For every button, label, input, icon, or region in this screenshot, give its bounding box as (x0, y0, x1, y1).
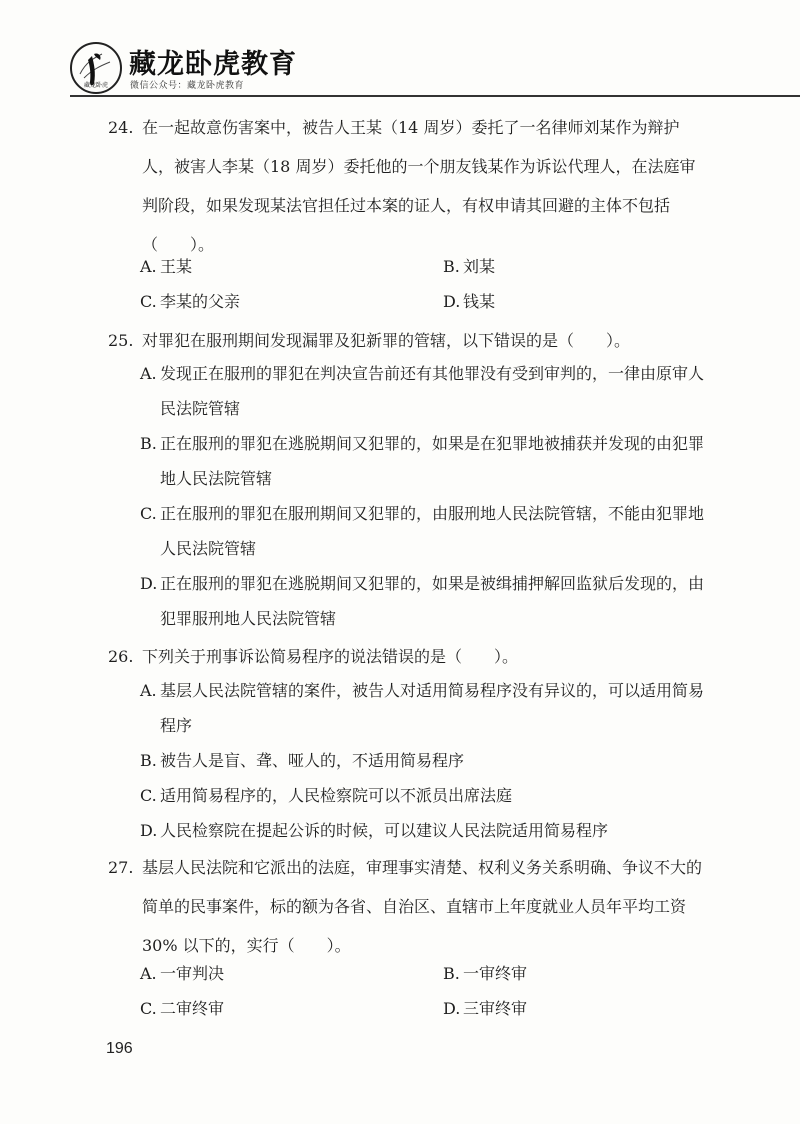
option-26-d[interactable] (140, 813, 705, 848)
option-letter: B. (140, 434, 157, 453)
option-text: 一审判决 (160, 964, 225, 983)
question-stem: 基层人民法院和它派出的法庭，审理事实清楚、权利义务关系明确、争议不大的简单的民事案件，标的额为各省、自治区、直辖市上年度就业人员年平均工资 30% 以下的，实行（ ）。 (142, 858, 703, 955)
option-24-b[interactable] (443, 249, 495, 284)
option-text: 正在服刑的罪犯在逃脱期间又犯罪的，如果是在犯罪地被捕获并发现的由犯罪地人民法院管辖 (160, 434, 705, 488)
option-25-a[interactable] (140, 356, 705, 426)
option-27-d[interactable] (443, 991, 527, 1026)
option-24-a[interactable] (140, 249, 192, 284)
option-text: 适用简易程序的，人民检察院可以不派员出席法庭 (160, 786, 513, 805)
option-24-d[interactable] (443, 284, 495, 319)
option-text: 刘某 (463, 257, 496, 276)
option-letter: A. (140, 964, 157, 983)
option-letter: C. (140, 786, 157, 805)
logo (70, 42, 122, 94)
option-25-d[interactable] (140, 566, 705, 636)
option-text: 王某 (160, 257, 193, 276)
option-text: 一审终审 (463, 964, 528, 983)
question-26 (108, 637, 708, 676)
option-letter: B. (443, 257, 460, 276)
header-divider (70, 95, 800, 97)
option-letter: C. (140, 292, 157, 311)
option-26-a[interactable] (140, 673, 705, 743)
question-stem: 下列关于刑事诉讼简易程序的说法错误的是（ ）。 (142, 647, 519, 666)
question-number: 25. (108, 331, 134, 350)
option-letter: A. (140, 257, 157, 276)
page-number: 196 (106, 1040, 133, 1057)
option-letter: D. (140, 821, 158, 840)
option-26-b[interactable] (140, 743, 705, 778)
question-24 (108, 108, 708, 264)
question-number: 27. (108, 858, 134, 877)
option-text: 钱某 (463, 292, 496, 311)
option-letter: A. (140, 364, 157, 383)
option-letter: C. (140, 999, 157, 1018)
question-number: 26. (108, 647, 134, 666)
option-letter: D. (140, 574, 158, 593)
option-letter: B. (443, 964, 460, 983)
question-stem: 在一起故意伤害案中，被告人王某（14 周岁）委托了一名律师刘某作为辩护人，被害人李某（18 周岁）委托他的一个朋友钱某作为诉讼代理人，在法庭审判阶段，如果发现某法官担任过本案的证人，有权申请其回避的主体不包括（ ）。 (142, 118, 696, 254)
question-27 (108, 848, 708, 965)
option-26-c[interactable] (140, 778, 705, 813)
option-letter: C. (140, 504, 157, 523)
option-letter: B. (140, 751, 157, 770)
question-25 (108, 321, 708, 360)
option-24-c[interactable] (140, 284, 240, 319)
option-text: 发现正在服刑的罪犯在判决宣告前还有其他罪没有受到审判的，一律由原审人民法院管辖 (160, 364, 705, 418)
option-text: 基层人民法院管辖的案件，被告人对适用简易程序没有异议的，可以适用简易程序 (160, 681, 705, 735)
option-27-c[interactable] (140, 991, 224, 1026)
page-header (0, 0, 800, 100)
option-text: 三审终审 (463, 999, 528, 1018)
question-number: 24. (108, 118, 134, 137)
option-text: 正在服刑的罪犯在服刑期间又犯罪的，由服刑地人民法院管辖，不能由犯罪地人民法院管辖 (160, 504, 705, 558)
brand-title: 藏龙卧虎教育 (129, 49, 297, 80)
option-text: 二审终审 (160, 999, 225, 1018)
option-text: 李某的父亲 (160, 292, 241, 311)
question-stem: 对罪犯在服刑期间发现漏罪及犯新罪的管辖，以下错误的是（ ）。 (142, 331, 631, 350)
option-letter: D. (443, 999, 461, 1018)
option-letter: A. (140, 681, 157, 700)
option-letter: D. (443, 292, 461, 311)
brand-subtitle: 微信公众号：藏龙卧虎教育 (130, 81, 245, 91)
option-text: 人民检察院在提起公诉的时候，可以建议人民法院适用简易程序 (160, 821, 609, 840)
option-25-c[interactable] (140, 496, 705, 566)
option-text: 正在服刑的罪犯在逃脱期间又犯罪的，如果是被缉捕押解回监狱后发现的，由犯罪服刑地人民法院管辖 (160, 574, 705, 628)
option-25-b[interactable] (140, 426, 705, 496)
option-27-a[interactable] (140, 956, 224, 991)
option-27-b[interactable] (443, 956, 527, 991)
logo-caption: 藏龙卧虎 (83, 82, 108, 89)
option-text: 被告人是盲、聋、哑人的，不适用简易程序 (160, 751, 465, 770)
